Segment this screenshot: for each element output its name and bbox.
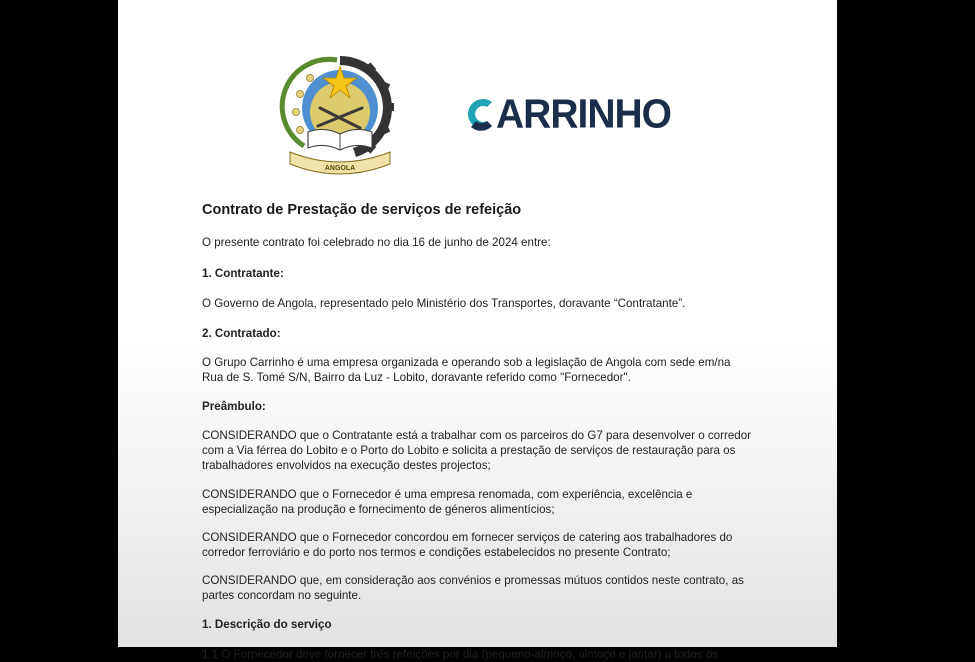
document-page [118,0,837,661]
brand-wordmark: ARRINHO [496,91,671,137]
intro-paragraph: O presente contrato foi celebrado no dia 16 de junho de 2024 entre: [202,236,551,249]
emblem-ribbon-text: ANGOLA [324,165,356,172]
preamble-paragraph: CONSIDERANDO que o Fornecedor concordou em fornecer serviços de catering aos trabalhadores do corredor ferroviário e do porto nos termos e condições estabelecidos no presente Contrato; [202,531,733,559]
preamble-paragraph: CONSIDERANDO que o Fornecedor é uma empresa renomada, com experiência, excelência e especialização na produção e fornecimento de géneros alimentícios; [202,488,693,516]
contract-body [202,203,753,662]
service-heading: 1. Descrição do serviço [202,618,332,631]
preamble-paragraph: CONSIDERANDO que o Contratante está a trabalhar com os parceiros do G7 para desenvolver o corredor com a Via férrea do Lobito e o Porto do Lobito e solicita a prestação de serviços de restauração para os trabalhadores envolvidos na execução destes projectos; [202,429,752,472]
section-heading-contratado: 2. Contratado: [202,327,281,340]
section-text-contratado: O Grupo Carrinho é uma empresa organizada e operando sob a legislação de Angola com sede em/na Rua de S. Tomé S/N, Bairro da Luz - Lobito, doravante referido como "Fornecedor". [202,356,731,384]
carrinho-logo [465,88,671,140]
preamble-paragraph: CONSIDERANDO que, em consideração aos convénios e promessas mútuos contidos neste contrato, as partes concordam no seguinte. [202,574,744,602]
preamble-heading: Preâmbulo: [202,400,266,413]
carrinho-c-mark-icon [465,94,495,134]
angola-coat-of-arms-emblem [280,48,400,176]
ribbon-banner [290,152,390,174]
service-clause: 1.1 O Fornecedor deve fornecer três refeições por dia (pequeno-almoço, almoço e jantar) a todos os [202,648,719,661]
section-heading-contratante: 1. Contratante: [202,267,284,280]
section-text-contratante: O Governo de Angola, representado pelo Ministério dos Transportes, doravante “Contratante”. [202,297,686,310]
document-title: Contrato de Prestação de serviços de refeição [202,202,522,218]
